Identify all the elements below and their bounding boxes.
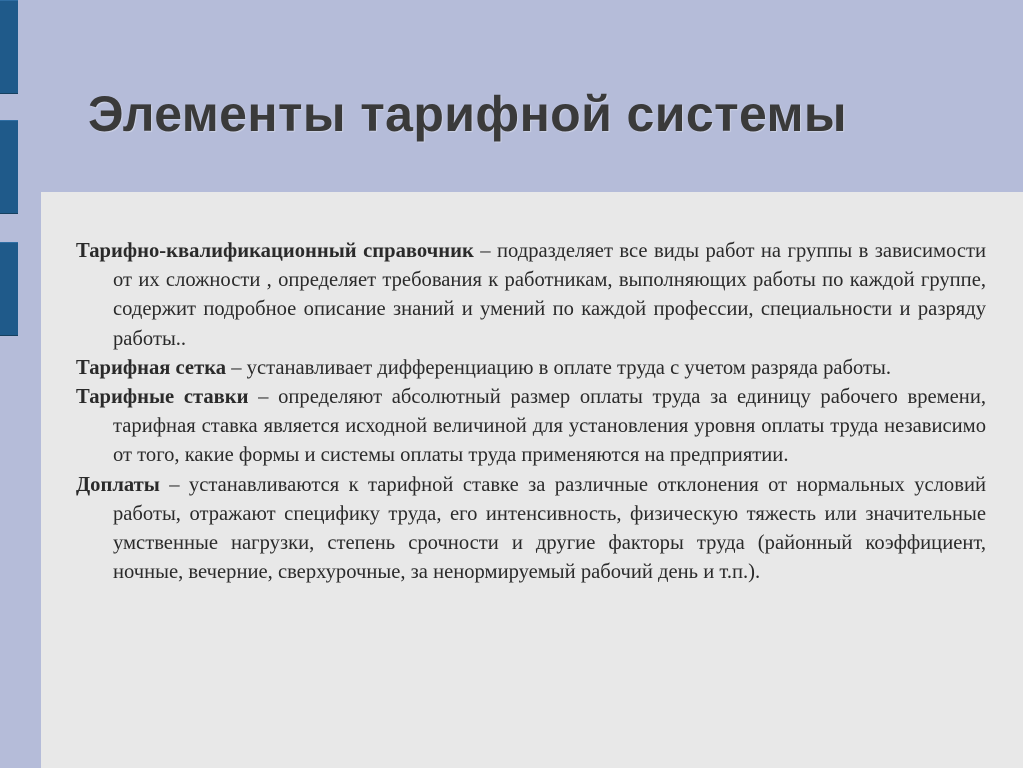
definition-text: – подразделяет все виды работ на группы в зависимости от их сложности , определяет требования к работникам, выполняющих работы по каждой группе, содержит подробное описание знаний и умений по каждой профессии, специальности и разряду работы.. [113, 240, 986, 350]
accent-bar-top [0, 0, 18, 94]
definition-text: – определяют абсолютный размер оплаты труда за единицу рабочего времени, тарифная ставка является исходной величиной для установления уровня оплаты труда независимо от того, какие формы и системы оплаты труда применяются на предприятии. [113, 386, 986, 467]
definition-term: Тарифно-квалификационный справочник [76, 240, 474, 262]
definition-entry [76, 471, 986, 588]
slide-title: Элементы тарифной системы [88, 86, 848, 142]
definition-entry [76, 383, 986, 471]
definition-entry [76, 237, 986, 354]
definition-entry [76, 354, 986, 383]
definitions-list [76, 237, 986, 587]
definition-text: – устанавливаются к тарифной ставке за различные отклонения от нормальных условий работы, отражают специфику труда, его интенсивность, физическую тяжесть или значительные умственные нагрузки, степень срочности и другие факторы труда (районный коэффициент, ночные, вечерние, сверхурочные, за ненормируемый рабочий день и т.п.). [113, 473, 986, 584]
definition-text: – устанавливает дифференциацию в оплате труда с учетом разряда работы. [226, 356, 892, 379]
definition-term: Тарифные ставки [76, 386, 249, 409]
accent-bar-middle [0, 120, 18, 214]
accent-bar-bottom [0, 242, 18, 336]
definition-term: Тарифная сетка [76, 356, 227, 379]
definition-term: Доплаты [76, 473, 160, 496]
